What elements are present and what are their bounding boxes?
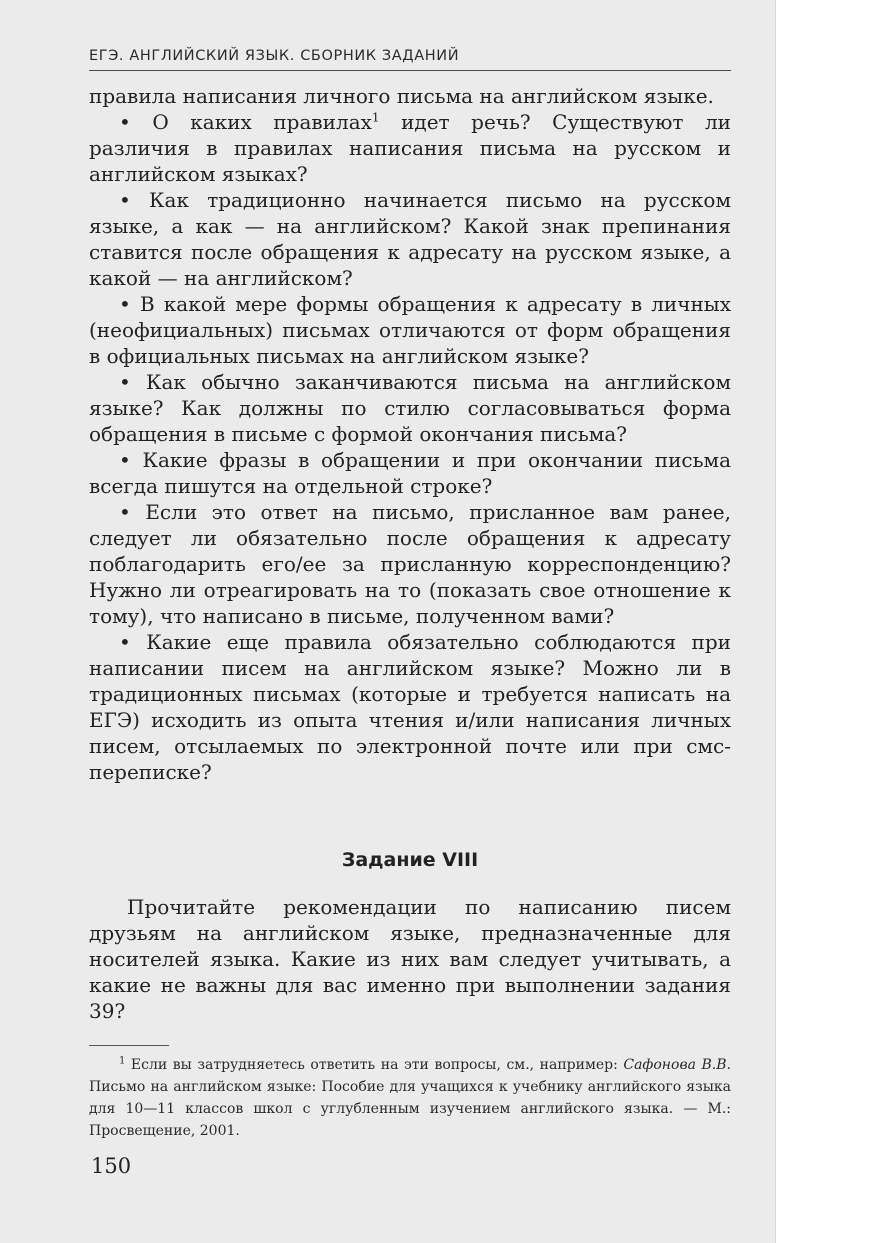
footnote-citation: Письмо на английском языке: Пособие для учащихся к учебнику английского языка для 10—11 классов школ с углубленным изучением английского языка. — М.: Просвещение, 2001.: [89, 1079, 731, 1139]
question-text: О каких правилах: [152, 110, 372, 134]
bullet-paragraph: • Какие фразы в обращении и при окончании письма всегда пишутся на отдельной строке?: [89, 447, 731, 499]
bullet-paragraph: • Если это ответ на письмо, присланное вам ранее, следует ли обязательно после обращения к адресату поблагодарить его/ее за присланную корреспонденцию? Нужно ли отреагировать на то (показать свое отношение к тому), что написано в письме, полученном вами?: [89, 499, 731, 629]
bullet-paragraph: [89, 109, 731, 187]
bullet-paragraph: • В какой мере формы обращения к адресату в личных (неофициальных) письмах отличаются от форм обращения в официальных письмах на английском языке?: [89, 291, 731, 369]
footnote-reference: 1: [371, 110, 380, 125]
bullet-paragraph: • Как обычно заканчиваются письма на английском языке? Как должны по стилю согласовываться форма обращения в письме с формой окончания письма?: [89, 369, 731, 447]
running-header: ЕГЭ. АНГЛИЙСКИЙ ЯЗЫК. СБОРНИК ЗАДАНИЙ: [89, 48, 460, 64]
continuation-paragraph: правила написания личного письма на английском языке.: [89, 84, 714, 108]
bullet-paragraph: • Как традиционно начинается письмо на русском языке, а как — на английском? Какой знак препинания ставится после обращения к адресату на русском языке, а какой — на английском?: [89, 187, 731, 291]
bullet-paragraph: • Какие еще правила обязательно соблюдаются при написании писем на английском языке? Можно ли в традиционных письмах (которые и требуется написать на ЕГЭ) исходить из опыта чтения и/или написания личных писем, отсылаемых по электронной почте или при смс-переписке?: [89, 629, 731, 785]
footnote-lead: Если вы затрудняетесь ответить на эти вопросы, см., например:: [125, 1057, 624, 1073]
body-text: [89, 83, 731, 785]
section-title: Задание VIII: [341, 849, 479, 871]
footnote-rule: [89, 1045, 169, 1046]
question-text: идет речь? Существуют ли различия в правилах написания письма на русском и английском языках?: [89, 110, 732, 186]
page-number: 150: [91, 1154, 132, 1178]
footnote-mark: 1: [119, 1055, 126, 1067]
header-rule: [89, 70, 731, 71]
task-paragraph: Прочитайте рекомендации по написанию писем друзьям на английском языке, предназначенные для носителей языка. Какие из них вам следует учитывать, а какие не важны для вас именно при выполнении задания 39?: [89, 895, 731, 1023]
footnote: [89, 1054, 731, 1142]
footnote-author: Сафонова В.В.: [623, 1057, 731, 1073]
